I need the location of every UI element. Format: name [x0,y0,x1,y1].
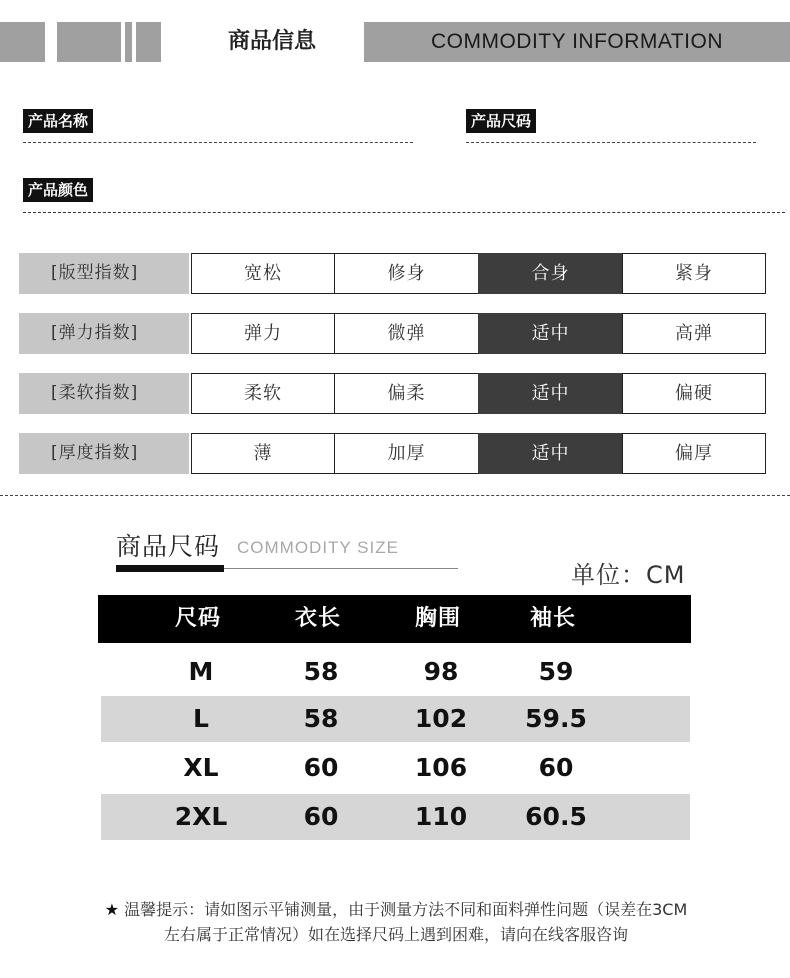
index-option: 偏厚 [622,433,766,474]
header-decor-bar [0,22,45,62]
product-size-label: 产品尺码 [466,109,536,133]
header-cell-size: 尺码 [174,606,221,631]
index-option: 修身 [334,253,479,294]
elasticity-index-row [19,313,766,354]
index-option-selected: 合身 [478,253,623,294]
table-cell: 60 [538,753,574,782]
table-row [101,745,690,791]
index-option: 薄 [191,433,335,474]
size-section-title-en: COMMODITY SIZE [237,538,399,557]
header-cell-sleeve: 袖长 [529,606,576,631]
table-row [101,649,690,695]
note-line-1 [36,897,756,922]
index-option-selected: 适中 [478,313,623,354]
header-title-en: COMMODITY INFORMATION [430,30,724,53]
table-cell: 59 [538,657,574,686]
fit-index-row [19,253,766,294]
table-cell: 2XL [174,802,228,831]
index-option: 偏柔 [334,373,479,414]
unit-label: 单位：CM [571,561,686,589]
header-decor-bar [125,22,132,62]
table-cell: 110 [414,802,468,831]
index-option: 紧身 [622,253,766,294]
table-cell: 60 [303,753,339,782]
index-option: 柔软 [191,373,335,414]
table-row [101,696,690,742]
table-cell: XL [183,753,219,782]
title-underline-thin [224,568,458,569]
header-cell-chest: 胸围 [414,606,461,631]
product-name-line [23,142,413,143]
section-divider [0,495,790,496]
note-text-2: 左右属于正常情况）如在选择尺码上遇到困难，请向在线客服咨询 [163,925,628,944]
table-cell: 58 [303,704,339,733]
table-cell: L [193,704,209,733]
star-icon: ★ [104,900,120,919]
thickness-index-row [19,433,766,474]
size-table-header [98,595,691,643]
table-cell: 60.5 [525,802,587,831]
index-label: [柔软指数] [19,373,189,414]
table-cell: 59.5 [525,704,587,733]
index-option: 宽松 [191,253,335,294]
header-cell-length: 衣长 [294,606,341,631]
index-option: 高弹 [622,313,766,354]
table-cell: 98 [423,657,459,686]
measurement-note [36,897,756,947]
table-cell: 106 [414,753,468,782]
title-underline [116,565,224,572]
product-color-line [23,212,785,213]
table-cell: 60 [303,802,339,831]
header-decor-bar [136,22,161,62]
header-banner [364,22,790,62]
header-decor-bar [57,22,121,62]
table-row [101,794,690,840]
product-name-label: 产品名称 [23,109,93,133]
table-cell: 58 [303,657,339,686]
index-option: 弹力 [191,313,335,354]
index-option-selected: 适中 [478,373,623,414]
table-cell: 102 [414,704,468,733]
index-option: 加厚 [334,433,479,474]
index-label: [版型指数] [19,253,189,294]
product-color-label: 产品颜色 [23,178,93,202]
product-size-line [466,142,756,143]
index-label: [厚度指数] [19,433,189,474]
size-section-title-cn: 商品尺码 [116,532,221,561]
header-title-cn: 商品信息 [227,29,316,54]
note-text-1: 温馨提示：请如图示平铺测量，由于测量方法不同和面料弹性问题（误差在3CM [124,900,688,919]
index-option-selected: 适中 [478,433,623,474]
table-cell: M [188,657,214,686]
index-option: 微弹 [334,313,479,354]
index-option: 偏硬 [622,373,766,414]
softness-index-row [19,373,766,414]
index-label: [弹力指数] [19,313,189,354]
